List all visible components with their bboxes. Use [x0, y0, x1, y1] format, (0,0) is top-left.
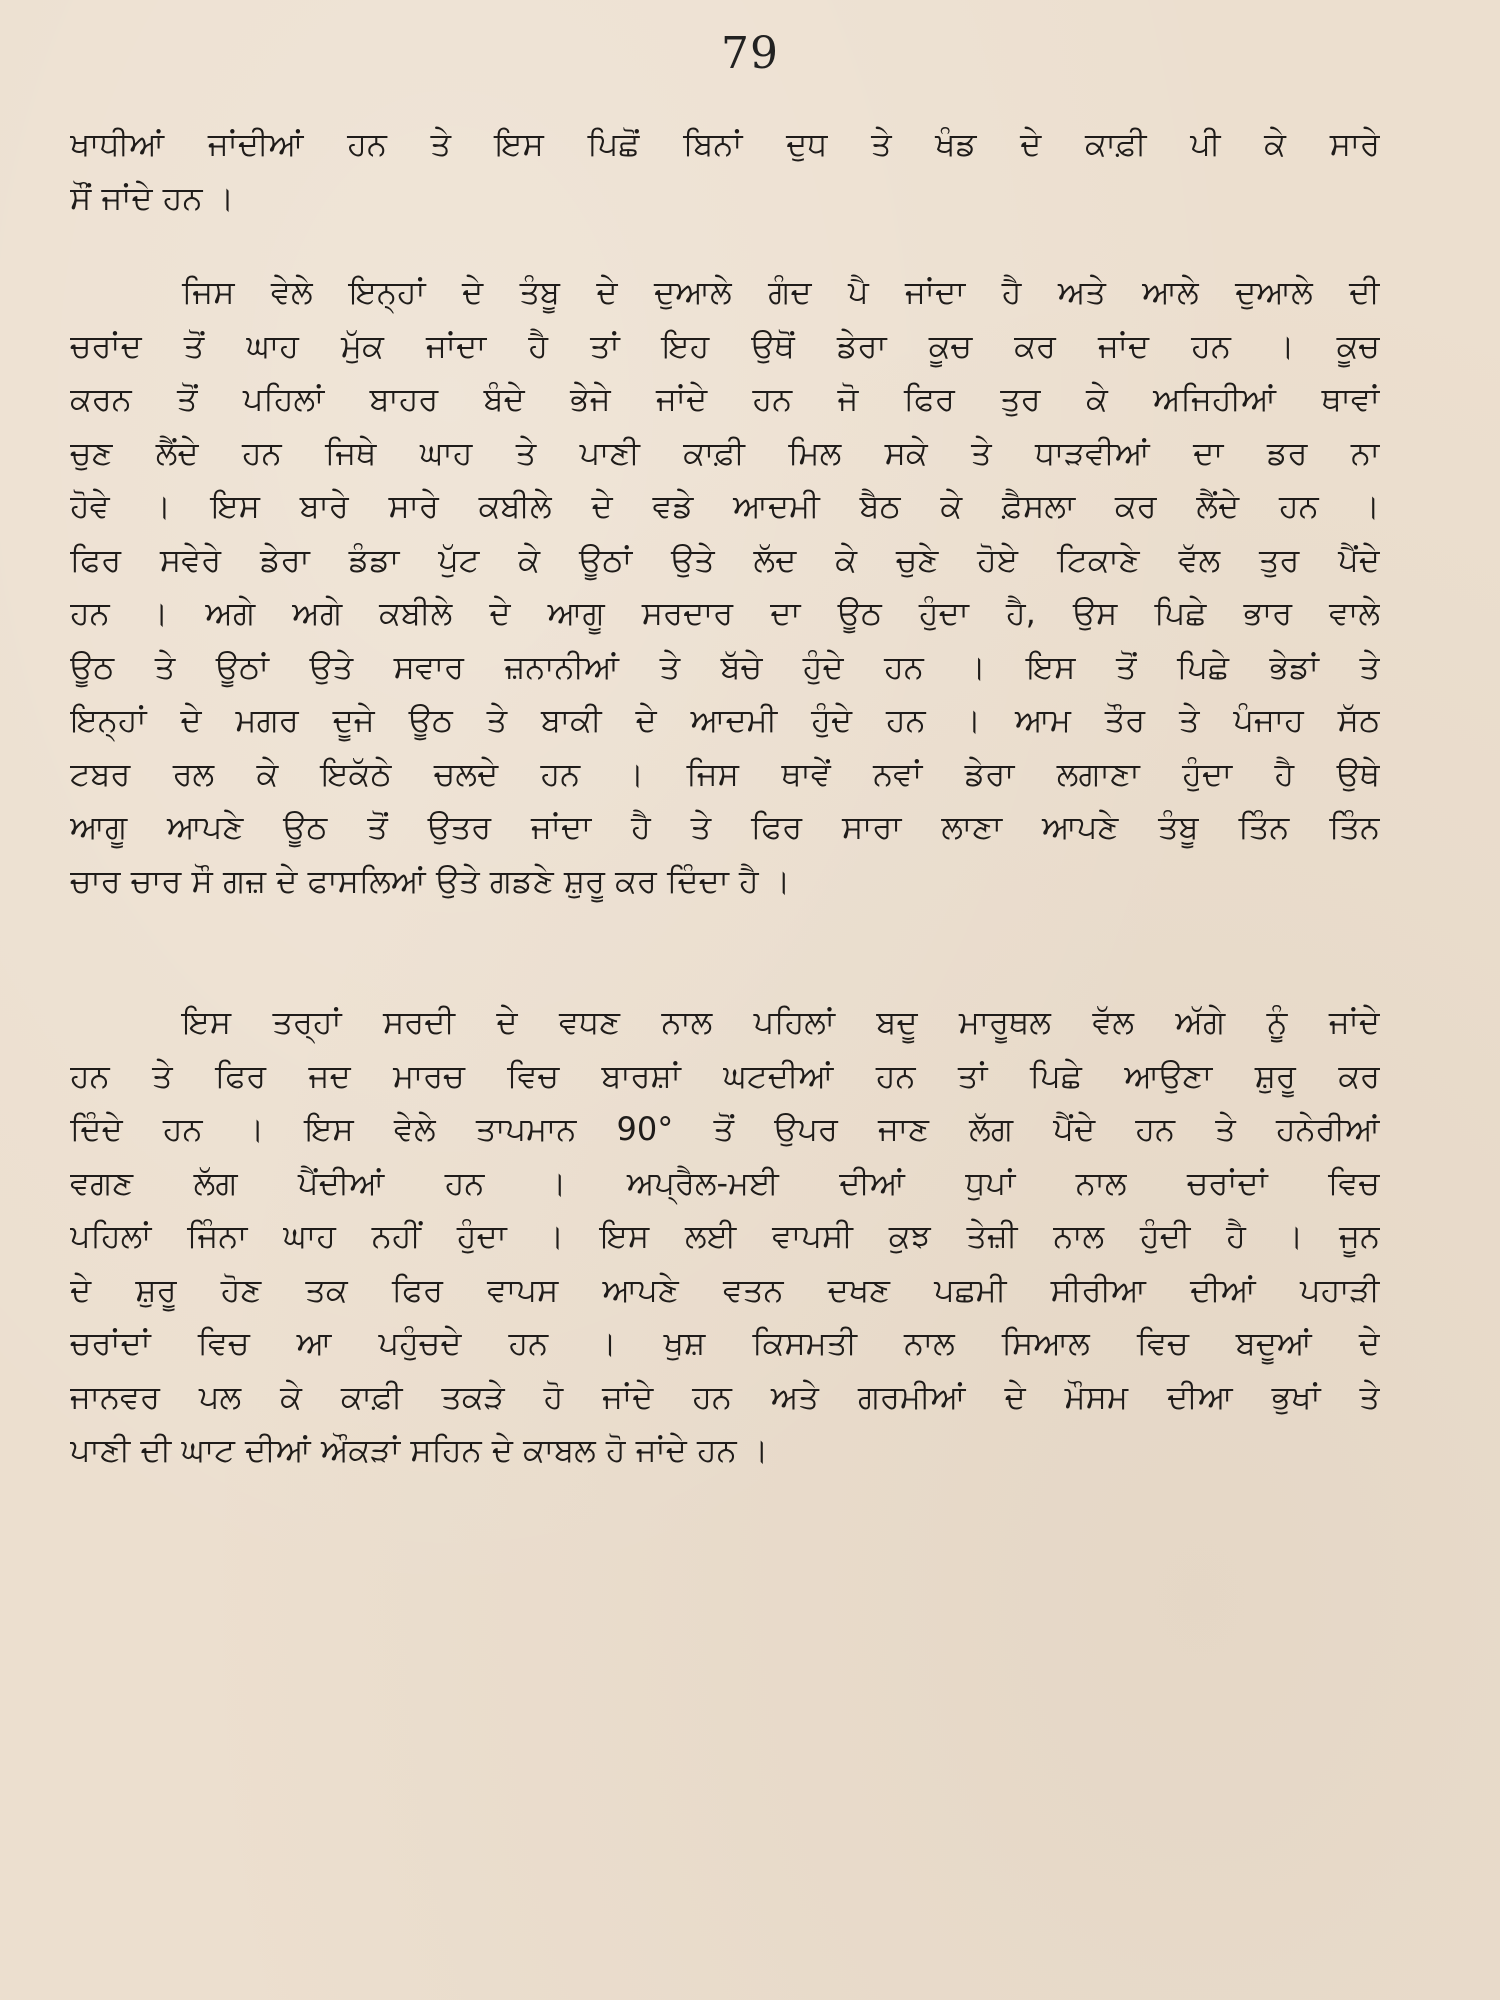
paragraph-3: [70, 996, 1380, 1478]
text-line: ਜਾਨਵਰ ਪਲ ਕੇ ਕਾਫ਼ੀ ਤਕੜੇ ਹੋ ਜਾਂਦੇ ਹਨ ਅਤੇ ਗਰਮੀਆਂ ਦੇ ਮੌਸਮ ਦੀਆ ਭੁਖਾਂ ਤੇ: [70, 1377, 1380, 1416]
text-line: ਇਨ੍ਹਾਂ ਦੇ ਮਗਰ ਦੂਜੇ ਊਠ ਤੇ ਬਾਕੀ ਦੇ ਆਦਮੀ ਹੁੰਦੇ ਹਨ । ਆਮ ਤੌਰ ਤੇ ਪੰਜਾਹ ਸੱਠ: [70, 701, 1380, 739]
text-line: ਖਾਧੀਆਂ ਜਾਂਦੀਆਂ ਹਨ ਤੇ ਇਸ ਪਿਛੋਂ ਬਿਨਾਂ ਦੁਧ ਤੇ ਖੰਡ ਦੇ ਕਾਫ਼ੀ ਪੀ ਕੇ ਸਾਰੇ: [70, 125, 1380, 163]
text-line: ਪਹਿਲਾਂ ਜਿੰਨਾ ਘਾਹ ਨਹੀਂ ਹੁੰਦਾ । ਇਸ ਲਈ ਵਾਪਸੀ ਕੁਝ ਤੇਜ਼ੀ ਨਾਲ ਹੁੰਦੀ ਹੈ । ਜੂਨ: [70, 1217, 1380, 1255]
text-line: ਕਰਨ ਤੋਂ ਪਹਿਲਾਂ ਬਾਹਰ ਬੰਦੇ ਭੇਜੇ ਜਾਂਦੇ ਹਨ ਜੋ ਫਿਰ ਤੁਰ ਕੇ ਅਜਿਹੀਆਂ ਥਾਵਾਂ: [70, 380, 1380, 418]
text-line: ਚੁਣ ਲੈਂਦੇ ਹਨ ਜਿਥੇ ਘਾਹ ਤੇ ਪਾਣੀ ਕਾਫ਼ੀ ਮਿਲ ਸਕੇ ਤੇ ਧਾੜਵੀਆਂ ਦਾ ਡਰ ਨਾ: [70, 433, 1380, 472]
text-line: ਊਠ ਤੇ ਊਠਾਂ ਉਤੇ ਸਵਾਰ ਜ਼ਨਾਨੀਆਂ ਤੇ ਬੱਚੇ ਹੁੰਦੇ ਹਨ । ਇਸ ਤੋਂ ਪਿਛੇ ਭੇਡਾਂ ਤੇ: [70, 647, 1380, 686]
text-line: ਦਿੰਦੇ ਹਨ । ਇਸ ਵੇਲੇ ਤਾਪਮਾਨ 90° ਤੋਂ ਉਪਰ ਜਾਣ ਲੱਗ ਪੈਂਦੇ ਹਨ ਤੇ ਹਨੇਰੀਆਂ: [70, 1110, 1380, 1148]
text-line: ਪਾਣੀ ਦੀ ਘਾਟ ਦੀਆਂ ਔਕੜਾਂ ਸਹਿਨ ਦੇ ਕਾਬਲ ਹੋ ਜਾਂਦੇ ਹਨ ।: [70, 1431, 769, 1469]
page-number: 79: [721, 28, 779, 79]
text-line: ਹਨ ਤੇ ਫਿਰ ਜਦ ਮਾਰਚ ਵਿਚ ਬਾਰਸ਼ਾਂ ਘਟਦੀਆਂ ਹਨ ਤਾਂ ਪਿਛੇ ਆਉਣਾ ਸ਼ੁਰੂ ਕਰ: [70, 1056, 1380, 1095]
text-line: ਦੇ ਸ਼ੁਰੂ ਹੋਣ ਤਕ ਫਿਰ ਵਾਪਸ ਆਪਣੇ ਵਤਨ ਦਖਣ ਪਛਮੀ ਸੀਰੀਆ ਦੀਆਂ ਪਹਾੜੀ: [70, 1270, 1380, 1309]
text-line: ਫਿਰ ਸਵੇਰੇ ਡੇਰਾ ਡੰਡਾ ਪੁੱਟ ਕੇ ਊਠਾਂ ਉਤੇ ਲੱਦ ਕੇ ਚੁਣੇ ਹੋਏ ਟਿਕਾਣੇ ਵੱਲ ਤੁਰ ਪੈਂਦੇ: [70, 540, 1380, 579]
text-line: ਚਰਾਂਦਾਂ ਵਿਚ ਆ ਪਹੁੰਚਦੇ ਹਨ । ਖੁਸ਼ ਕਿਸਮਤੀ ਨਾਲ ਸਿਆਲ ਵਿਚ ਬਦੂਆਂ ਦੇ: [70, 1324, 1380, 1362]
text-line: ਵਗਣ ਲੱਗ ਪੈਂਦੀਆਂ ਹਨ । ਅਪ੍ਰੈਲ-ਮਈ ਦੀਆਂ ਧੁਪਾਂ ਨਾਲ ਚਰਾਂਦਾਂ ਵਿਚ: [70, 1163, 1380, 1202]
text-line: ਜਿਸ ਵੇਲੇ ਇਨ੍ਹਾਂ ਦੇ ਤੰਬੂ ਦੇ ਦੁਆਲੇ ਗੰਦ ਪੈ ਜਾਂਦਾ ਹੈ ਅਤੇ ਆਲੇ ਦੁਆਲੇ ਦੀ: [182, 273, 1380, 311]
text-line: ਟਬਰ ਰਲ ਕੇ ਇਕੱਠੇ ਚਲਦੇ ਹਨ । ਜਿਸ ਥਾਵੇਂ ਨਵਾਂ ਡੇਰਾ ਲਗਾਣਾ ਹੁੰਦਾ ਹੈ ਉਥੇ: [70, 754, 1380, 793]
text-line: ਆਗੂ ਆਪਣੇ ਊਠ ਤੋਂ ਉਤਰ ਜਾਂਦਾ ਹੈ ਤੇ ਫਿਰ ਸਾਰਾ ਲਾਣਾ ਆਪਣੇ ਤੰਬੂ ਤਿੰਨ ਤਿੰਨ: [70, 808, 1380, 846]
paragraph-2: [70, 266, 1380, 908]
text-line: ਹੋਵੇ । ਇਸ ਬਾਰੇ ਸਾਰੇ ਕਬੀਲੇ ਦੇ ਵਡੇ ਆਦਮੀ ਬੈਠ ਕੇ ਫ਼ੈਸਲਾ ਕਰ ਲੈਂਦੇ ਹਨ ।: [70, 487, 1380, 525]
text-line: ਹਨ । ਅਗੇ ਅਗੇ ਕਬੀਲੇ ਦੇ ਆਗੂ ਸਰਦਾਰ ਦਾ ਊਠ ਹੁੰਦਾ ਹੈ, ਉਸ ਪਿਛੇ ਭਾਰ ਵਾਲੇ: [70, 594, 1380, 632]
text-line: ਇਸ ਤਰ੍ਹਾਂ ਸਰਦੀ ਦੇ ਵਧਣ ਨਾਲ ਪਹਿਲਾਂ ਬਦੂ ਮਾਰੂਥਲ ਵੱਲ ਅੱਗੇ ਨੂੰ ਜਾਂਦੇ: [182, 1003, 1380, 1041]
paragraph-1: [70, 118, 1380, 225]
text-line: ਚਰਾਂਦ ਤੋਂ ਘਾਹ ਮੁੱਕ ਜਾਂਦਾ ਹੈ ਤਾਂ ਇਹ ਉਥੋਂ ਡੇਰਾ ਕੂਚ ਕਰ ਜਾਂਦ ਹਨ । ਕੂਚ: [70, 326, 1380, 365]
text-line: ਚਾਰ ਚਾਰ ਸੌ ਗਜ਼ ਦੇ ਫਾਸਲਿਆਂ ਉਤੇ ਗਡਣੇ ਸ਼ੁਰੂ ਕਰ ਦਿੰਦਾ ਹੈ ।: [70, 861, 791, 900]
text-line: ਸੌਂ ਜਾਂਦੇ ਹਨ ।: [70, 178, 235, 217]
